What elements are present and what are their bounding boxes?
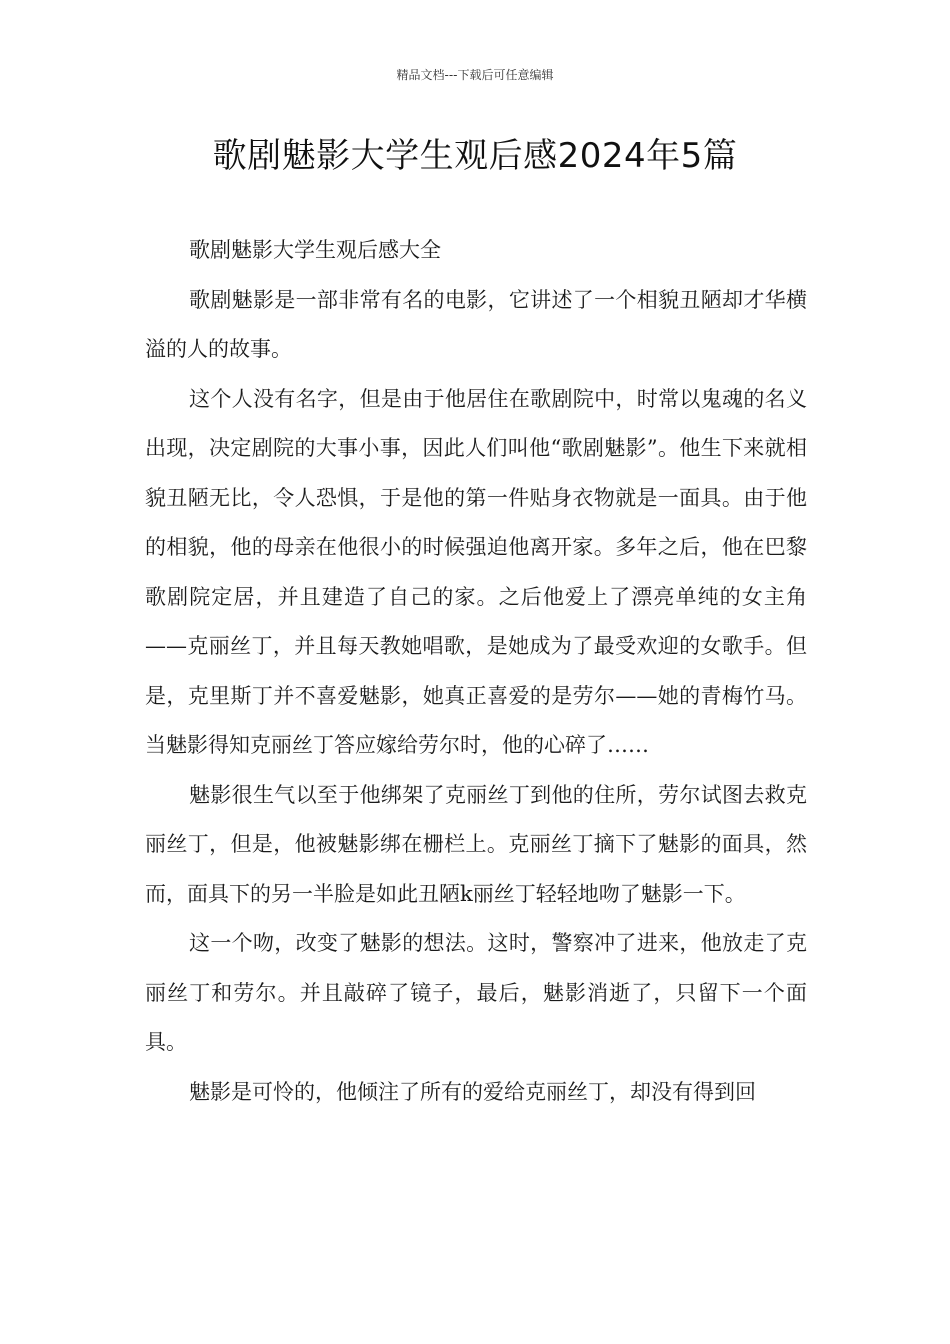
- page-header: 精品文档---下载后可任意编辑: [396, 68, 554, 82]
- document-title: 歌剧魅影大学生观后感2024年5篇: [212, 136, 738, 176]
- subtitle-paragraph: 歌剧魅影大学生观后感大全: [189, 238, 441, 262]
- body-paragraph: 这一个吻，改变了魅影的想法。这时，警察冲了进来，他放走了克丽丝丁和劳尔。并且敲碎了镜子，最后，魅影消逝了，只留下一个面具。: [145, 931, 807, 1054]
- document-body: [145, 226, 807, 1117]
- body-paragraph: 歌剧魅影是一部非常有名的电影，它讲述了一个相貌丑陋却才华横溢的人的故事。: [145, 287, 807, 361]
- body-paragraph: 魅影很生气以至于他绑架了克丽丝丁到他的住所，劳尔试图去救克丽丝丁，但是，他被魅影绑在栅栏上。克丽丝丁摘下了魅影的面具，然而，面具下的另一半脸是如此丑陋k丽丝丁轻轻地吻了魅影一下。: [145, 782, 807, 906]
- body-paragraph: 魅影是可怜的，他倾注了所有的爱给克丽丝丁，却没有得到回: [189, 1079, 756, 1104]
- body-paragraph: 这个人没有名字，但是由于他居住在歌剧院中，时常以鬼魂的名义出现，决定剧院的大事小事，因此人们叫他“歌剧魅影”。他生下来就相貌丑陋无比，令人恐惧，于是他的第一件贴身衣物就是一面具。由于他的相貌，他的母亲在他很小的时候强迫他离开家。多年之后，他在巴黎歌剧院定居，并且建造了自己的家。之后他爱上了漂亮单纯的女主角——克丽丝丁，并且每天教她唱歌，是她成为了最受欢迎的女歌手。但是，克里斯丁并不喜爱魅影，她真正喜爱的是劳尔——她的青梅竹马。当魅影得知克丽丝丁答应嫁给劳尔时，他的心碎了……: [145, 386, 807, 757]
